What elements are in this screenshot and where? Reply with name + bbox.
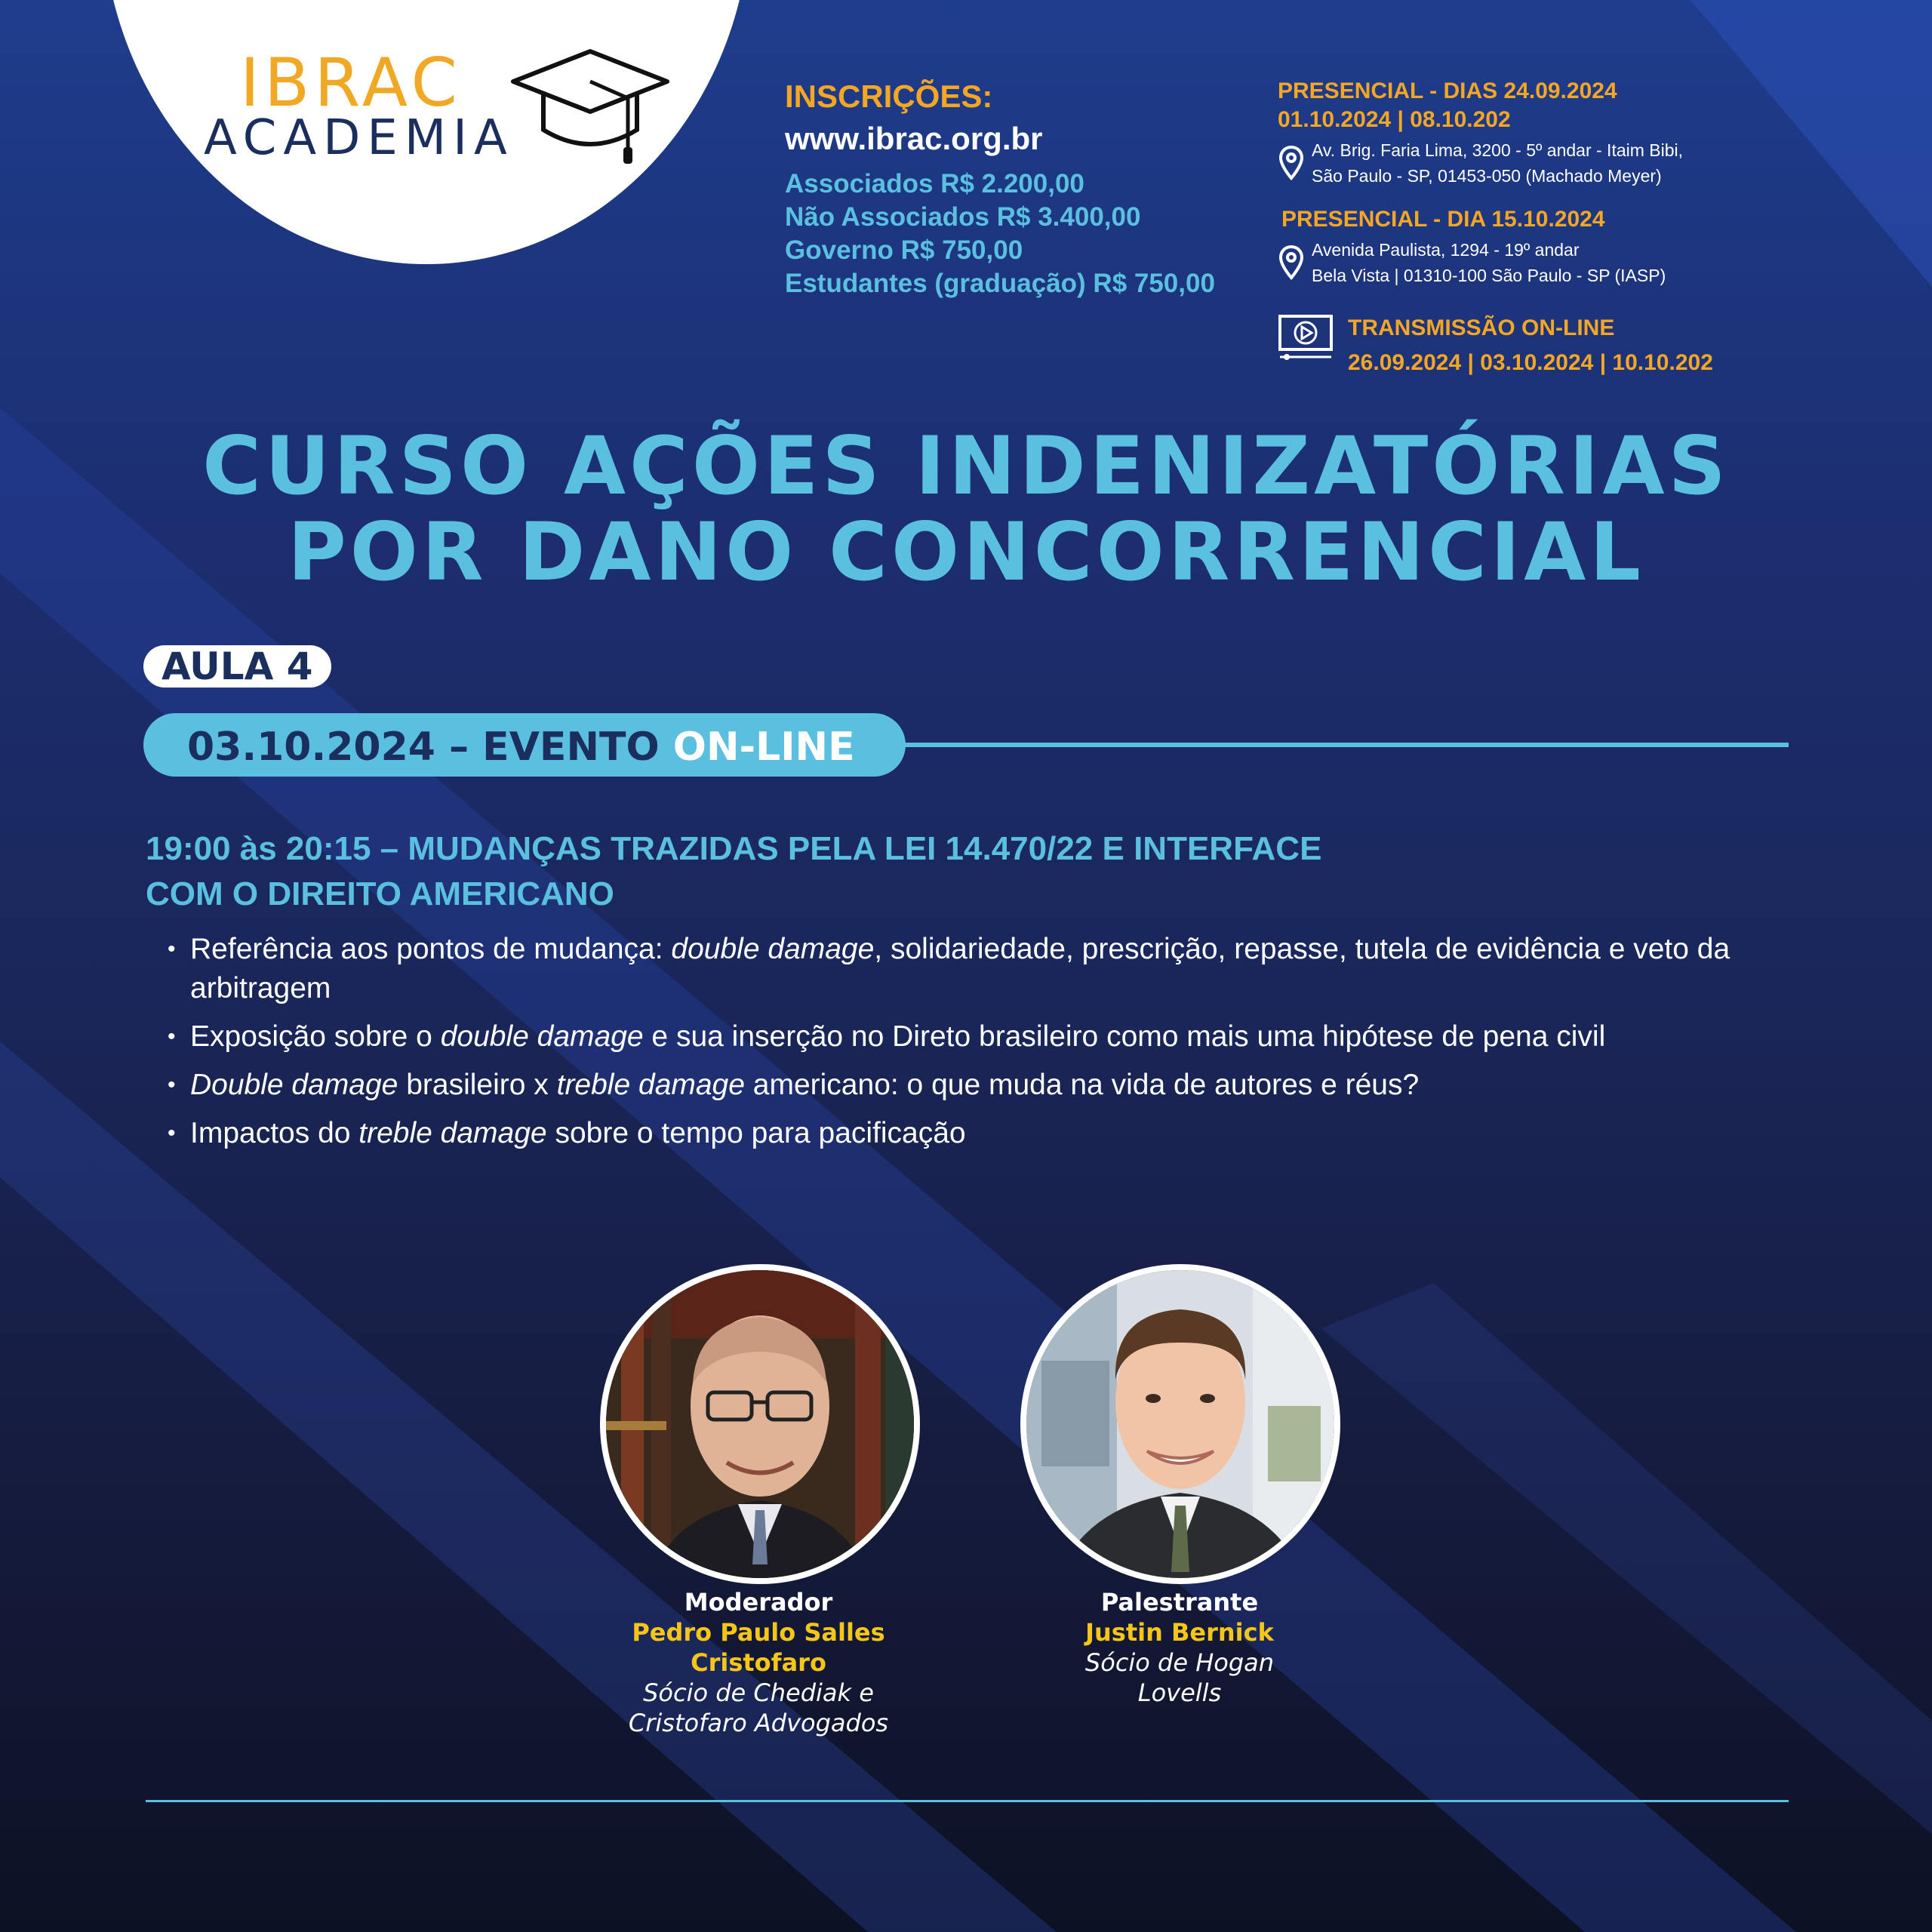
presencial-address-2b: Bela Vista | 01310-100 São Paulo - SP (IASP)	[1312, 266, 1666, 285]
class-badge: AULA 4	[143, 645, 331, 688]
moderator-name-line-1: Pedro Paulo Salles	[632, 1618, 885, 1647]
speaker-role: Palestrante	[1100, 1588, 1259, 1617]
session-title-line-2: COM O DIREITO AMERICANO	[146, 875, 614, 912]
speaker-name: Justin Bernick	[1085, 1618, 1274, 1647]
moderator-name-line-2: Cristofaro	[691, 1648, 826, 1677]
list-item: • Exposição sobre o double damage e sua inserção no Direto brasileiro como mais uma hipótese de pena civil	[168, 1017, 1798, 1057]
price-associates: Associados R$ 2.200,00	[785, 169, 1084, 198]
event-date	[187, 724, 855, 770]
registration-url[interactable]: www.ibrac.org.br	[785, 121, 1043, 156]
list-item: • Referência aos pontos de mudança: double damage, solidariedade, prescrição, repasse, tutela de evidência e veto da arbitragem	[168, 930, 1798, 1008]
logo-ibrac-text: IBRAC	[240, 44, 462, 122]
list-item: • Impactos do treble damage sobre o tempo para pacificação	[168, 1114, 1798, 1153]
speaker-org-line-1: Sócio de Hogan	[1084, 1648, 1275, 1677]
event-mode: ON-LINE	[672, 724, 855, 770]
online-heading: TRANSMISSÃO ON-LINE	[1348, 315, 1615, 340]
session-title	[146, 826, 1321, 917]
bottom-divider-line	[146, 1800, 1789, 1802]
moderator-org-line-2: Cristofaro Advogados	[628, 1709, 889, 1737]
location-pin-icon	[1278, 245, 1305, 281]
date-divider-line	[902, 743, 1789, 747]
speaker-card	[991, 1587, 1368, 1708]
session-title-line-1: 19:00 às 20:15 – MUDANÇAS TRAZIDAS PELA LEI 14.470/22 E INTERFACE	[146, 830, 1322, 867]
presencial-heading-2: PRESENCIAL - DIA 15.10.2024	[1281, 207, 1605, 232]
video-play-icon	[1278, 314, 1334, 362]
presencial-address-1a: Av. Brig. Faria Lima, 3200 - 5º andar - Itaim Bibi,	[1312, 140, 1684, 160]
moderator-card	[570, 1587, 947, 1738]
course-title-line-1: CURSO AÇÕES INDENIZATÓRIAS	[202, 420, 1730, 512]
list-item: • Double damage brasileiro x treble damage americano: o que muda na vida de autores e réus?	[168, 1066, 1798, 1105]
presencial-address-2a: Avenida Paulista, 1294 - 19º andar	[1312, 240, 1580, 260]
moderator-role: Moderador	[684, 1588, 833, 1617]
price-non-associates: Não Associados R$ 3.400,00	[785, 202, 1141, 232]
graduation-cap-icon	[507, 45, 673, 174]
topic-list	[168, 930, 1798, 1162]
price-government: Governo R$ 750,00	[785, 235, 1023, 265]
speaker-photo	[1020, 1264, 1340, 1584]
presencial-dates-1: 01.10.2024 | 08.10.202	[1278, 107, 1511, 132]
price-students: Estudantes (graduação) R$ 750,00	[785, 269, 1215, 298]
speaker-org-line-2: Lovells	[1137, 1678, 1222, 1707]
location-pin-icon	[1278, 145, 1305, 181]
course-title-line-2: POR DANO CONCORRENCIAL	[288, 506, 1644, 598]
event-date-prefix: 03.10.2024 – EVENTO	[187, 724, 673, 770]
presencial-address-1b: São Paulo - SP, 01453-050 (Machado Meyer)	[1312, 166, 1662, 186]
online-dates: 26.09.2024 | 03.10.2024 | 10.10.202	[1348, 350, 1713, 375]
moderator-photo	[600, 1264, 920, 1584]
presencial-heading-1: PRESENCIAL - DIAS 24.09.2024	[1278, 78, 1617, 103]
logo-academia-text: ACADEMIA	[204, 110, 514, 166]
moderator-org-line-1: Sócio de Chediak e	[643, 1678, 874, 1707]
registration-heading: INSCRIÇÕES:	[785, 78, 993, 114]
